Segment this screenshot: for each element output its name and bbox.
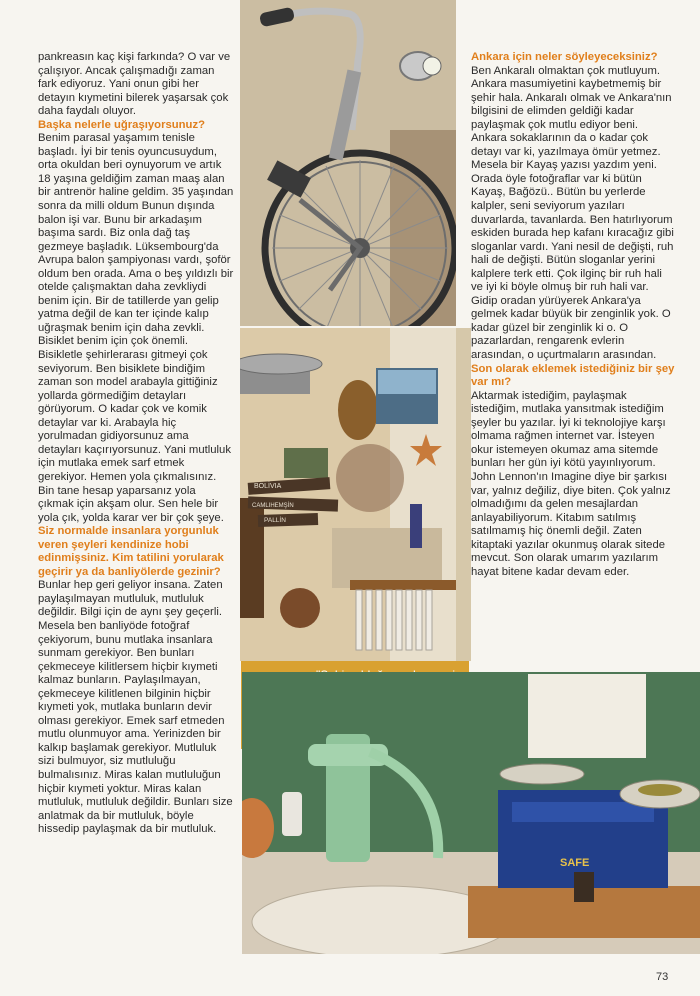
sign-camlihemsin: CAMLIHEMŞİN	[252, 503, 294, 509]
paragraph: Benim parasal yaşamım tenisle başladı. İyi bir tenis oyuncusuydum, orta okuldan beri oynuyorum ve artık 18 yaşına geldiğim zaman maaş alan bir antrenör haline geldim. 35 yaşından sonra da milli oldum Bunun dışında balon işi var. Bunu bir arkadaşım başıma sardı. Biz onla dağ taş gezmeye başladık. Lüksembourg'da Avrupa balon şampiyonası vardı, şoför oldum ben orada. Ama o beş yıldızlı bir otelde çalışmaktan daha zevkliydi benim için. Bir de tatillerde yan gelip yatma değil de kan ter içinde kalıp uğraşmak benim için daha zevkli. Bisiklet benim için çok önemli. Bisikletle şehirlerarası gitmeyi çok seviyorum. Ben bisiklete bindiğim zaman son model arabayla gittiğiniz yollarda görmediğim detayları görüyorum. O kadar çok ve komik detaylar var ki. Arabayla hiç yorulmadan gidiyorsunuz ama detayları kaçırıyorsunuz. Yani mutluluk için mutlaka emek sarf etmek gerekiyor. Hemen yola çıkmalısınız. Bin tane hesap yaparsanız yola çıkmak için akşam olur. Sen hele bir yola çık, yolda karar ver bir çok şeye.	[38, 132, 234, 524]
bicycle-photo	[240, 0, 456, 326]
page-number: 73	[656, 971, 669, 983]
interview-question: Siz normalde insanlara yorgunluk veren şeyleri kendinize hobi edinmişsiniz. Kim tatilini yorularak geçirir ya da banliyölerde gezinir?	[38, 525, 224, 578]
paragraph: Ben Ankaralı olmaktan çok mutluyum. Ankara masumiyetini kaybetmemiş bir şehir hala. Ankaralı olmak ve Ankara'nın bilgisini de elimden geldiği kadar paylaşmak çok mutlu ediyor beni. Ankara sokaklarının da o kadar çok detayı var ki, yazılmaya ömür yetmez. Mesela bir Kayaş yazısı yazdım yeni. Orada öyle fotoğraflar var ki bütün Kayaş, Bağözü.. Bütün bu yerlerde kalpler, seni seviyorum yazıları duvarlarda, tavanlarda. Ben hatırlıyorum eskiden burada hep kafanı kıracağız gibi sloganlar vardı. Yani nesil de değişti, ruh hali de değişti. Bütün sloganlar yerini kalplere terk etti. Çok ilginç bir ruh hali ve iyi ki böyle olmuş bir ruh hali var. Gidip oradan yürüyerek Ankara'ya gelmek kadar büyük bir zenginlik yok. O kadar güzel bir zenginlik ki o. O pazarlardan, rengarenk evlerin arasından, o uçurtmaların arasından.	[471, 64, 674, 362]
scale-brand-label: SAFE	[560, 857, 590, 869]
left-column	[38, 51, 234, 837]
sink-and-scales-photo	[242, 672, 700, 954]
sign-bolivia: BOLİVIA	[254, 483, 282, 490]
right-column	[471, 51, 675, 579]
interview-question: Son olarak eklemek istediğiniz bir şey var mı?	[471, 362, 675, 389]
interview-question: Başka nelerle uğraşıyorsunuz?	[38, 118, 206, 131]
paragraph: Aktarmak istediğim, paylaşmak istediğim, mutlaka yansıtmak istediğim şeyler bu yazılar. İyi ki teknolojiye karşı olmama rağmen internet var. İsteyen okur istemeyen okumaz ama sitemde bunları her gün iyi kötü yayınlıyorum. John Lennon'ın Imagine diye bir şarkısı var, yalnız değiliz, diye biten. Çok yalnız olmadığımı da gelen mesajlardan anlayabiliyorum. Kitabım satılmış satılmamış hiç önemli değil. Zaten kitaptaki yazılar okunmuş olarak sitede mevcut. Son olarak umarım yazılarım hayat bitene kadar devam eder.	[471, 389, 671, 578]
interview-question: Ankara için neler söyleyeceksiniz?	[471, 51, 658, 63]
photo-edge-strip	[456, 328, 471, 661]
sink-illustration	[242, 672, 700, 954]
paragraph: Bunlar hep geri geliyor insana. Zaten paylaşılmayan mutluluk, mutluluk değildir. Bilgi için de aynı şey geçerli. Mesela ben banliyöde fotoğraf çekiyorum, bunu mutlaka insanlara sunmam gerekiyor. Ben bunları çekmeceye kilitlersem hiçbir kıymeti kalmaz bunların. Paylaşılmayan, çekmeceye kilitlenen bilginin hiçbir kıymeti yok, mutlaka bunların devir olması gerekiyor. Emek sarf etmeden mutlu olunmuyor ama. Yerinizden bir kalkıp başlamak gerekiyor. Mutluluk sizi bulmuyor, siz mutluluğu bulmalısınız. Miras kalan mutluluğun hiçbir kıymeti yoktur. Miras kalan mutluluk, mutluluk değildir. Bunları size anlatmak da bir mutluluk, böyle hissedip paylaşmak da bir mutluluk.	[38, 579, 233, 836]
workshop-shelf-photo	[240, 328, 459, 661]
sign-pallin: PALLİN	[264, 517, 286, 524]
paragraph: pankreasın kaç kişi farkında? O var ve çalışıyor. Ancak çalışmadığı zaman fark ediyoruz. Yani onun gibi her detayın kıymetini bilerek yaşarsak çok daha faydalı oluyor.	[38, 51, 231, 118]
shelf-illustration	[240, 328, 459, 661]
bicycle-illustration	[240, 0, 456, 326]
